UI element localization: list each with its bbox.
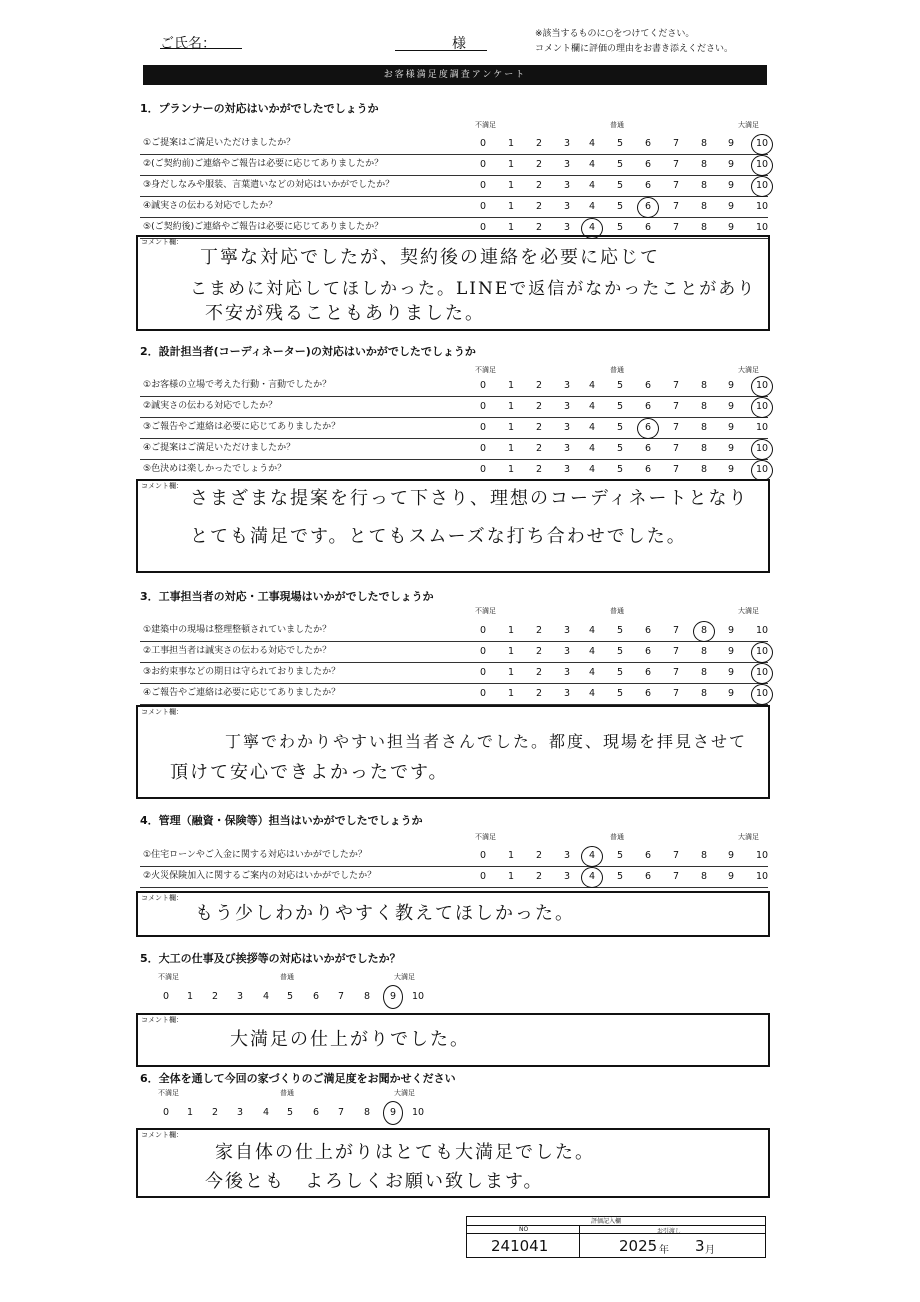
score-option[interactable]: 10 (411, 991, 425, 1002)
footer-divider-2 (467, 1233, 765, 1234)
score-option[interactable]: 1 (507, 422, 515, 433)
question-text: ②(ご契約前)ご連絡やご報告は必要に応じてありましたか？ (143, 159, 384, 169)
score-option[interactable]: 1 (507, 159, 515, 170)
score-option[interactable]: 8 (700, 159, 708, 170)
score-option-selected[interactable]: 10 (755, 159, 769, 170)
score-option[interactable]: 8 (700, 401, 708, 412)
scale-high-label: 大満足 (394, 973, 415, 981)
score-option[interactable]: 6 (312, 991, 320, 1002)
score-option[interactable]: 4 (262, 991, 270, 1002)
score-option[interactable]: 7 (672, 380, 680, 391)
handover-year: 2025 (619, 1237, 658, 1255)
scale-low-label: 不満足 (158, 1089, 179, 1097)
score-option[interactable]: 3 (236, 1107, 244, 1118)
score-option-selected[interactable]: 6 (644, 201, 652, 212)
score-option[interactable]: 9 (727, 871, 735, 882)
score-option[interactable]: 3 (563, 222, 571, 233)
score-option[interactable]: 0 (479, 667, 487, 678)
score-option[interactable]: 1 (507, 222, 515, 233)
handwritten-comment: 大満足の仕上がりでした。 (230, 1029, 470, 1050)
score-option[interactable]: 7 (672, 159, 680, 170)
question-text: ①住宅ローンやご入金に関する対応はいかがでしたか？ (143, 850, 367, 860)
score-option[interactable]: 10 (755, 222, 769, 233)
score-option[interactable]: 3 (563, 159, 571, 170)
scale-mid-label: 普通 (610, 366, 624, 374)
selected-circle (751, 460, 773, 481)
score-option[interactable]: 4 (588, 667, 596, 678)
score-option[interactable]: 6 (644, 138, 652, 149)
score-option[interactable]: 4 (588, 646, 596, 657)
comment-label: コメント欄： (141, 1016, 183, 1024)
score-option[interactable]: 9 (727, 850, 735, 861)
question-text: ③お約束事などの期日は守られておりましたか？ (143, 667, 341, 677)
score-option[interactable]: 9 (727, 222, 735, 233)
score-option[interactable]: 4 (588, 380, 596, 391)
selected-circle (581, 867, 603, 888)
score-option[interactable]: 1 (507, 180, 515, 191)
score-option[interactable]: 1 (507, 850, 515, 861)
score-option[interactable]: 2 (211, 991, 219, 1002)
question-text: ①お客様の立場で考えた行動・言動でしたか？ (143, 380, 332, 390)
score-option[interactable]: 8 (700, 646, 708, 657)
score-option[interactable]: 0 (479, 138, 487, 149)
question-text: ②誠実さの伝わる対応でしたか？ (143, 401, 278, 411)
section-title: 6．全体を通して今回の家づくりのご満足度をお聞かせください (140, 1072, 456, 1085)
score-option[interactable]: 1 (507, 871, 515, 882)
score-option-selected[interactable]: 9 (389, 991, 397, 1002)
score-option[interactable]: 8 (700, 871, 708, 882)
selected-circle (637, 418, 659, 439)
selected-circle (693, 621, 715, 642)
score-option[interactable]: 1 (507, 688, 515, 699)
name-underline (160, 48, 242, 49)
score-option[interactable]: 9 (727, 138, 735, 149)
score-option[interactable]: 10 (755, 850, 769, 861)
record-number: 241041 (491, 1237, 549, 1255)
score-option[interactable]: 6 (312, 1107, 320, 1118)
handover-label: お引渡し (657, 1228, 682, 1235)
score-option[interactable]: 2 (535, 464, 543, 475)
score-option[interactable]: 6 (644, 646, 652, 657)
score-option[interactable]: 4 (588, 688, 596, 699)
score-option[interactable]: 1 (507, 138, 515, 149)
honorific-sama: 様 (452, 36, 466, 52)
score-option[interactable]: 8 (700, 180, 708, 191)
score-option[interactable]: 6 (644, 159, 652, 170)
score-option[interactable]: 8 (700, 380, 708, 391)
score-option[interactable]: 6 (644, 464, 652, 475)
score-option[interactable]: 7 (672, 138, 680, 149)
scale-low-label: 不満足 (475, 607, 496, 615)
score-option[interactable]: 3 (563, 180, 571, 191)
score-option[interactable]: 9 (727, 422, 735, 433)
selected-circle (751, 684, 773, 705)
score-option[interactable]: 7 (337, 1107, 345, 1118)
score-option[interactable]: 9 (727, 180, 735, 191)
score-option[interactable]: 2 (535, 422, 543, 433)
score-option[interactable]: 7 (672, 850, 680, 861)
handwritten-comment: 頂けて安心できよかったです。 (170, 762, 449, 783)
handwritten-comment: 不安が残ることもありました。 (205, 303, 485, 324)
score-option[interactable]: 0 (479, 380, 487, 391)
score-option[interactable]: 3 (563, 443, 571, 454)
score-option[interactable]: 1 (507, 443, 515, 454)
question-text: ④ご提案はご満足いただけましたか？ (143, 443, 296, 453)
score-option[interactable]: 9 (727, 380, 735, 391)
score-option[interactable]: 7 (672, 688, 680, 699)
score-option[interactable]: 2 (535, 688, 543, 699)
score-option[interactable]: 9 (727, 159, 735, 170)
scale-low-label: 不満足 (475, 366, 496, 374)
score-option-selected[interactable]: 10 (755, 443, 769, 454)
score-option[interactable]: 5 (616, 401, 624, 412)
score-option[interactable]: 6 (644, 380, 652, 391)
score-option[interactable]: 2 (535, 850, 543, 861)
instruction-line-2: コメント欄に評価の理由をお書き添えください。 (535, 44, 734, 54)
score-option-selected[interactable]: 4 (588, 222, 596, 233)
question-text: ③身だしなみや服装、言葉遣いなどの対応はいかがでしたか？ (143, 180, 395, 190)
section-title: 2．設計担当者(コーディネーター)の対応はいかがでしたでしょうか (140, 345, 476, 358)
selected-circle (383, 1101, 403, 1125)
instruction-note (535, 27, 733, 57)
score-option[interactable]: 0 (162, 1107, 170, 1118)
handwritten-comment: 丁寧でわかりやすい担当者さんでした。都度、現場を拝見させて (225, 732, 748, 751)
selected-circle (581, 846, 603, 867)
score-option[interactable]: 5 (616, 222, 624, 233)
selected-circle (751, 134, 773, 155)
score-option[interactable]: 10 (755, 422, 769, 433)
score-option[interactable]: 5 (616, 667, 624, 678)
score-option[interactable]: 7 (672, 443, 680, 454)
question-text: ②火災保険加入に関するご案内の対応はいかがでしたか？ (143, 871, 377, 881)
score-option[interactable]: 3 (563, 138, 571, 149)
score-option[interactable]: 3 (563, 646, 571, 657)
score-option[interactable]: 2 (535, 138, 543, 149)
score-option[interactable]: 8 (700, 688, 708, 699)
score-option[interactable]: 2 (535, 667, 543, 678)
score-option[interactable]: 7 (672, 646, 680, 657)
score-option[interactable]: 3 (563, 850, 571, 861)
scale-mid-label: 普通 (280, 973, 294, 981)
score-option[interactable]: 9 (727, 688, 735, 699)
score-option[interactable]: 8 (700, 443, 708, 454)
score-option[interactable]: 0 (479, 646, 487, 657)
score-option[interactable]: 5 (616, 159, 624, 170)
score-option[interactable]: 2 (535, 443, 543, 454)
question-text: ⑤(ご契約後)ご連絡やご報告は必要に応じてありましたか？ (143, 222, 384, 232)
score-option[interactable]: 2 (535, 222, 543, 233)
score-option-selected[interactable]: 10 (755, 180, 769, 191)
score-option[interactable]: 3 (563, 464, 571, 475)
score-option[interactable]: 8 (700, 667, 708, 678)
score-option[interactable]: 8 (363, 1107, 371, 1118)
selected-circle (751, 439, 773, 460)
selected-circle (751, 397, 773, 418)
score-option-selected[interactable]: 4 (588, 850, 596, 861)
score-option[interactable]: 0 (479, 464, 487, 475)
score-option[interactable]: 3 (563, 422, 571, 433)
score-option[interactable]: 8 (700, 422, 708, 433)
instruction-line-1: ※該当するものに○をつけてください。 (535, 29, 695, 39)
score-option[interactable]: 0 (479, 180, 487, 191)
score-option[interactable]: 2 (535, 201, 543, 212)
score-option[interactable]: 10 (411, 1107, 425, 1118)
score-option[interactable]: 9 (727, 646, 735, 657)
score-option[interactable]: 6 (644, 222, 652, 233)
score-option[interactable]: 3 (563, 871, 571, 882)
score-option[interactable]: 2 (535, 625, 543, 636)
score-option[interactable]: 8 (700, 850, 708, 861)
score-option[interactable]: 6 (644, 850, 652, 861)
score-option-selected[interactable]: 10 (755, 464, 769, 475)
footer-divider (467, 1225, 765, 1226)
score-option[interactable]: 4 (588, 443, 596, 454)
section-title: 5．大工の仕事及び挨拶等の対応はいかがでしたか？ (140, 952, 401, 965)
score-option[interactable]: 5 (616, 464, 624, 475)
score-option[interactable]: 0 (479, 625, 487, 636)
score-option[interactable]: 3 (236, 991, 244, 1002)
score-option[interactable]: 4 (262, 1107, 270, 1118)
score-option[interactable]: 6 (644, 443, 652, 454)
score-option[interactable]: 5 (616, 688, 624, 699)
handwritten-comment: 家自体の仕上がりはとても大満足でした。 (215, 1142, 595, 1163)
score-option[interactable]: 1 (186, 991, 194, 1002)
scale-high-label: 大満足 (738, 366, 759, 374)
selected-circle (751, 663, 773, 684)
score-option[interactable]: 10 (755, 625, 769, 636)
no-label: NO (519, 1226, 529, 1233)
score-option[interactable]: 4 (588, 625, 596, 636)
score-option[interactable]: 9 (727, 464, 735, 475)
selected-circle (383, 985, 403, 1009)
score-option[interactable]: 5 (286, 991, 294, 1002)
score-option[interactable]: 5 (616, 625, 624, 636)
comment-box[interactable] (136, 705, 770, 799)
score-option[interactable]: 0 (479, 443, 487, 454)
handwritten-comment: もう少しわかりやすく教えてほしかった。 (195, 903, 575, 924)
comment-label: コメント欄： (141, 1131, 183, 1139)
score-option[interactable]: 4 (588, 138, 596, 149)
score-option-selected[interactable]: 10 (755, 401, 769, 412)
score-option[interactable]: 6 (644, 688, 652, 699)
score-option[interactable]: 5 (616, 201, 624, 212)
question-text: ⑤色決めは楽しかったでしょうか？ (143, 464, 287, 474)
score-option[interactable]: 4 (588, 159, 596, 170)
score-option[interactable]: 6 (644, 667, 652, 678)
scale-high-label: 大満足 (738, 833, 759, 841)
question-text: ②工事担当者は誠実さの伝わる対応でしたか？ (143, 646, 332, 656)
score-option[interactable]: 1 (507, 646, 515, 657)
score-option[interactable]: 3 (563, 688, 571, 699)
handwritten-comment: 今後とも よろしくお願い致します。 (205, 1171, 544, 1192)
score-option-selected[interactable]: 8 (700, 625, 708, 636)
score-option[interactable]: 2 (535, 159, 543, 170)
scale-low-label: 不満足 (475, 833, 496, 841)
score-option[interactable]: 2 (211, 1107, 219, 1118)
handwritten-comment: こまめに対応してほしかった。LINEで返信がなかったことがあり (190, 279, 757, 299)
score-option[interactable]: 9 (727, 443, 735, 454)
score-option[interactable]: 5 (616, 871, 624, 882)
handwritten-comment: さまざまな提案を行って下さり、理想のコーディネートとなり (190, 488, 749, 509)
score-option[interactable]: 7 (337, 991, 345, 1002)
comment-label: コメント欄： (141, 708, 183, 716)
score-option[interactable]: 8 (700, 201, 708, 212)
office-use-box (466, 1216, 766, 1258)
scale-mid-label: 普通 (610, 607, 624, 615)
section-title: 4．管理（融資・保険等）担当はいかがでしたでしょうか (140, 814, 423, 827)
score-option[interactable]: 7 (672, 201, 680, 212)
name-label: ご氏名： (160, 36, 216, 52)
score-option[interactable]: 2 (535, 380, 543, 391)
score-option[interactable]: 1 (507, 464, 515, 475)
handwritten-comment: とても満足です。とてもスムーズな打ち合わせでした。 (190, 526, 687, 547)
score-option-selected[interactable]: 9 (389, 1107, 397, 1118)
score-option[interactable]: 7 (672, 422, 680, 433)
score-option[interactable]: 1 (507, 380, 515, 391)
question-text: ④ご報告やご連絡は必要に応じてありましたか？ (143, 688, 341, 698)
score-option[interactable]: 3 (563, 625, 571, 636)
score-option-selected[interactable]: 10 (755, 380, 769, 391)
selected-circle (751, 176, 773, 197)
score-option[interactable]: 6 (644, 180, 652, 191)
score-option[interactable]: 5 (286, 1107, 294, 1118)
score-option[interactable]: 5 (616, 850, 624, 861)
score-option[interactable]: 1 (186, 1107, 194, 1118)
score-option-selected[interactable]: 10 (755, 667, 769, 678)
score-option[interactable]: 0 (479, 871, 487, 882)
selected-circle (751, 155, 773, 176)
score-option[interactable]: 8 (700, 138, 708, 149)
question-text: ④誠実さの伝わる対応でしたか？ (143, 201, 278, 211)
score-option-selected[interactable]: 10 (755, 138, 769, 149)
year-unit: 年 (659, 1245, 669, 1256)
scale-mid-label: 普通 (610, 121, 624, 129)
score-option[interactable]: 0 (479, 159, 487, 170)
score-option[interactable]: 8 (700, 222, 708, 233)
handover-month: 3 (695, 1237, 705, 1255)
score-option-selected[interactable]: 4 (588, 871, 596, 882)
score-option[interactable]: 7 (672, 222, 680, 233)
scale-low-label: 不満足 (475, 121, 496, 129)
score-option[interactable]: 7 (672, 401, 680, 412)
score-option[interactable]: 1 (507, 667, 515, 678)
comment-label: コメント欄： (141, 238, 183, 246)
score-option[interactable]: 9 (727, 401, 735, 412)
score-option[interactable]: 6 (644, 871, 652, 882)
score-option[interactable]: 7 (672, 464, 680, 475)
score-option[interactable]: 7 (672, 871, 680, 882)
score-option[interactable]: 7 (672, 180, 680, 191)
score-option[interactable]: 4 (588, 464, 596, 475)
score-option[interactable]: 10 (755, 201, 769, 212)
score-option[interactable]: 8 (700, 464, 708, 475)
score-option[interactable]: 1 (507, 201, 515, 212)
score-option-selected[interactable]: 10 (755, 688, 769, 699)
scale-high-label: 大満足 (394, 1089, 415, 1097)
score-option[interactable]: 3 (563, 667, 571, 678)
scale-mid-label: 普通 (280, 1089, 294, 1097)
score-option[interactable]: 6 (644, 625, 652, 636)
question-text: ①建築中の現場は整理整頓されていましたか？ (143, 625, 332, 635)
selected-circle (751, 642, 773, 663)
score-option[interactable]: 5 (616, 422, 624, 433)
score-option[interactable]: 9 (727, 667, 735, 678)
score-option[interactable]: 0 (479, 850, 487, 861)
handwritten-comment: 丁寧な対応でしたが、契約後の連絡を必要に応じて (200, 247, 660, 268)
score-option[interactable]: 0 (479, 688, 487, 699)
section-title: 3．工事担当者の対応・工事現場はいかがでしたでしょうか (140, 590, 434, 603)
score-option[interactable]: 5 (616, 380, 624, 391)
score-option[interactable]: 0 (479, 222, 487, 233)
score-option[interactable]: 3 (563, 201, 571, 212)
score-option[interactable]: 5 (616, 180, 624, 191)
score-option[interactable]: 2 (535, 180, 543, 191)
score-option[interactable]: 0 (479, 201, 487, 212)
score-option[interactable]: 7 (672, 625, 680, 636)
score-option-selected[interactable]: 10 (755, 646, 769, 657)
score-option[interactable]: 2 (535, 871, 543, 882)
score-option[interactable]: 8 (363, 991, 371, 1002)
score-option[interactable]: 5 (616, 138, 624, 149)
score-option[interactable]: 3 (563, 380, 571, 391)
comment-label: コメント欄： (141, 894, 183, 902)
score-option[interactable]: 1 (507, 625, 515, 636)
score-option-selected[interactable]: 6 (644, 422, 652, 433)
score-option[interactable]: 5 (616, 443, 624, 454)
score-option[interactable]: 9 (727, 625, 735, 636)
comment-label: コメント欄： (141, 482, 183, 490)
selected-circle (751, 376, 773, 397)
footer-col-divider (579, 1225, 580, 1257)
score-option[interactable]: 4 (588, 401, 596, 412)
score-option[interactable]: 6 (644, 401, 652, 412)
survey-title-banner: お客様満足度調査アンケート (143, 65, 767, 85)
score-option[interactable]: 4 (588, 422, 596, 433)
selected-circle (637, 197, 659, 218)
question-text: ③ご報告やご連絡は必要に応じてありましたか？ (143, 422, 341, 432)
score-option[interactable]: 0 (479, 401, 487, 412)
score-option[interactable]: 4 (588, 180, 596, 191)
score-option[interactable]: 0 (162, 991, 170, 1002)
score-option[interactable]: 2 (535, 646, 543, 657)
month-unit: 月 (705, 1245, 715, 1256)
customer-name-field[interactable] (395, 50, 487, 51)
score-option[interactable]: 10 (755, 871, 769, 882)
office-use-label: 評価記入欄 (591, 1218, 622, 1225)
score-option[interactable]: 2 (535, 401, 543, 412)
section-title: 1．プランナーの対応はいかがでしたでしょうか (140, 102, 379, 115)
score-option[interactable]: 0 (479, 422, 487, 433)
score-option[interactable]: 5 (616, 646, 624, 657)
score-option[interactable]: 9 (727, 201, 735, 212)
scale-mid-label: 普通 (610, 833, 624, 841)
score-option[interactable]: 4 (588, 201, 596, 212)
score-option[interactable]: 7 (672, 667, 680, 678)
scale-low-label: 不満足 (158, 973, 179, 981)
scale-high-label: 大満足 (738, 121, 759, 129)
score-option[interactable]: 3 (563, 401, 571, 412)
score-option[interactable]: 1 (507, 401, 515, 412)
question-text: ①ご提案はご満足いただけましたか？ (143, 138, 296, 148)
scale-high-label: 大満足 (738, 607, 759, 615)
